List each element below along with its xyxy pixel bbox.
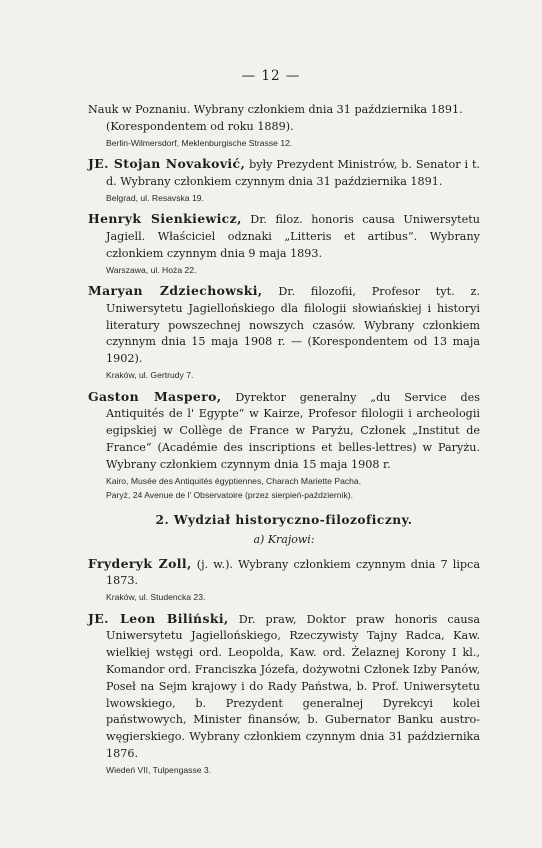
member-list: [88, 102, 480, 783]
entry-text: [88, 156, 480, 191]
member-address: Paryż, 24 Avenue de l' Observatoire (przez sierpień-październik).: [106, 490, 353, 501]
member-entry-continuation: [88, 102, 480, 150]
member-description: Dyrektor generalny „du Service des Antiquités de l' Egypte“ w Kairze, Profesor filologii i archeologii egipskiej w Collège de France w Paryżu, Członek „Institut de France“ (Académie des inscriptions et belles-lettres) w Paryżu. Wybrany członkiem czynnym dnia 15 maja 1908 r.: [106, 390, 480, 471]
member-name: Maryan Zdziechowski,: [88, 283, 263, 299]
member-address: Kraków, ul. Studencka 23.: [106, 592, 206, 603]
member-name: Fryderyk Zoll,: [88, 555, 192, 571]
member-address: Wiedeń VII, Tulpengasse 3.: [106, 764, 212, 775]
member-name: JE. Leon Biliński,: [88, 610, 229, 626]
member-description: Dr. filoz. honoris causa Uniwersytetu Jagiell. Właściciel odznaki „Litteris et artibus“. Wybrany członkiem czynnym dnia 9 maja 1893.: [106, 213, 480, 260]
section-heading: 2. Wydział historyczno-filozoficzny.: [155, 512, 413, 527]
member-name: Gaston Maspero,: [88, 388, 222, 404]
member-address: Kairo, Musée des Antiquités égyptiennes, Charach Mariette Pacha.: [106, 475, 362, 486]
member-address: Belgrad, ul. Resavska 19.: [106, 192, 204, 203]
member-address: Berlin-Wilmersdorf, Meklenburgische Strasse 12.: [106, 137, 293, 148]
member-description: Dr. filozofii, Profesor tyt. z. Uniwersytetu Jagiellońskiego dla filologii słowiańskiej i historyi literatury powszechnej nowszych czasów. Wybrany członkiem czynnym dnia 15 maja 1908 r. — (Korespondentem od 13 maja 1902).: [106, 285, 480, 366]
page-number: — 12 —: [241, 68, 301, 84]
member-name: JE. Stojan Novaković,: [88, 156, 246, 172]
entry-text: [88, 283, 480, 368]
entry-line: Nauk w Poznaniu. Wybrany członkiem dnia 31 października 1891.: [88, 103, 463, 116]
member-address: Kraków, ul. Gertrudy 7.: [106, 370, 194, 381]
member-description: były Prezydent Ministrów, b. Senator i t. d. Wybrany członkiem czynnym dnia 31 października 1891.: [106, 158, 480, 188]
subsection-heading: a) Krajowi:: [253, 532, 315, 546]
entry-text: [88, 389, 480, 474]
member-description: Dr. praw, Doktor praw honoris causa Uniwersytetu Jagiellońskiego, Rzeczywisty Tajny Radca, Kaw. wielkiej wstęgi ord. Leopolda, Kaw. ord. Żelaznej Korony I kl., Komandor ord. Franciszka Józefa, dożywotni Członek Izby Panów, Poseł na Sejm krajowy i do Rady Państwa, b. Prof. Uniwersytetu lwowskiego, b. Prezydent generalnej Dyrekcyi kolei państwowych, Minister finansów, b. Gubernator Banku austro-węgierskiego. Wybrany członkiem czynnym dnia 31 października 1876.: [106, 612, 480, 761]
member-entry: [88, 611, 480, 778]
entry-text: [88, 611, 480, 763]
member-entry: [88, 211, 480, 277]
member-address: Warszawa, ul. Hoża 22.: [106, 264, 197, 275]
member-entry: [88, 156, 480, 205]
member-name: Henryk Sienkiewicz,: [88, 211, 242, 227]
member-description: (j. w.). Wybrany członkiem czynnym dnia 7 lipca 1873.: [106, 557, 480, 588]
member-entry: [88, 283, 480, 382]
member-entry: [88, 556, 480, 605]
entry-text: [88, 556, 480, 591]
entry-text: [88, 211, 480, 262]
entry-line: (Korespondentem od roku 1889).: [106, 119, 294, 133]
member-entry: [88, 389, 480, 503]
